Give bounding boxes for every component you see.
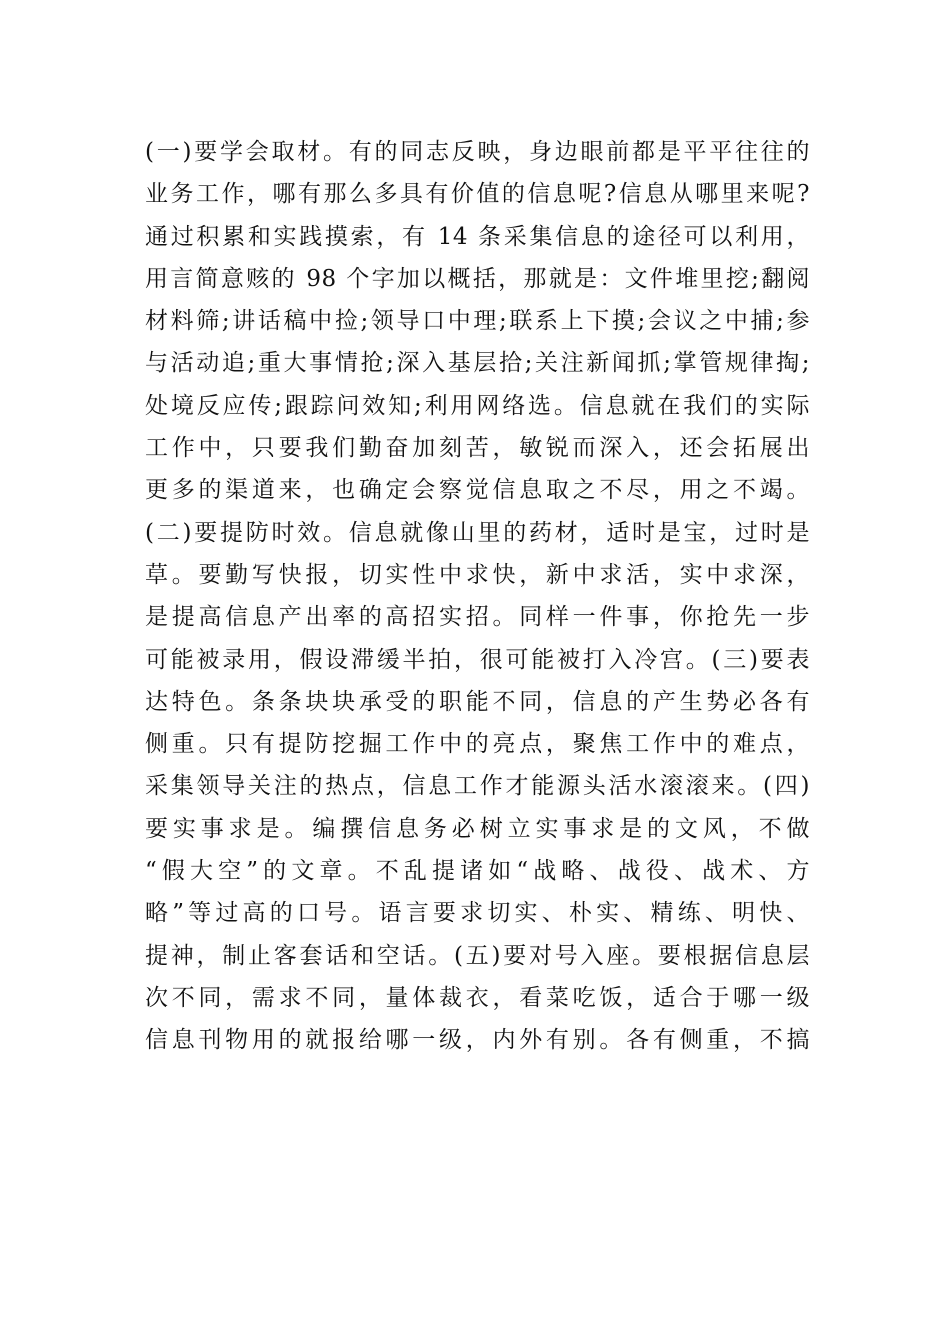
text-line: 达特色。条条块块承受的职能不同，信息的产生势必各有 (145, 688, 810, 715)
text-line: 工作中，只要我们勤奋加刻苦，敏锐而深入，还会拓展出 (145, 435, 810, 462)
body-text (145, 131, 810, 1062)
text-line: 是提高信息产出率的高招实招。同样一件事，你抢先一步 (145, 604, 810, 631)
text-line: 通过积累和实践摸索，有 14 条采集信息的途径可以利用， (145, 223, 810, 250)
text-line: “假大空”的文章。不乱提诸如“战略、战役、战术、方 (145, 858, 810, 885)
text-line: 材料筛;讲话稿中捡;领导口中理;联系上下摸;会议之中捕;参 (145, 308, 810, 335)
text-line: 侧重。只有提防挖掘工作中的亮点，聚焦工作中的难点， (145, 731, 810, 758)
text-line: 可能被录用，假设滞缓半拍，很可能被打入冷宫。(三)要表 (145, 646, 810, 673)
text-line: 提神，制止客套话和空话。(五)要对号入座。要根据信息层 (145, 942, 810, 969)
text-line: (一)要学会取材。有的同志反映，身边眼前都是平平往往的 (145, 139, 810, 165)
text-line: 用言简意赅的 98 个字加以概括，那就是：文件堆里挖;翻阅 (145, 265, 810, 292)
text-line: 采集领导关注的热点，信息工作才能源头活水滚滚来。(四) (145, 773, 810, 800)
text-line: 次不同，需求不同，量体裁衣，看菜吃饭，适合于哪一级 (145, 984, 810, 1011)
text-line: 业务工作，哪有那么多具有价值的信息呢?信息从哪里来呢? (145, 181, 810, 208)
text-line: 略”等过高的口号。语言要求切实、朴实、精练、明快、 (145, 900, 810, 927)
text-line: 要实事求是。编撰信息务必树立实事求是的文风，不做 (145, 815, 810, 842)
text-line: 处境反应传;跟踪问效知;利用网络选。信息就在我们的实际 (145, 392, 810, 419)
text-line: 信息刊物用的就报给哪一级，内外有别。各有侧重，不搞 (145, 1027, 810, 1054)
text-line: 与活动追;重大事情抢;深入基层拾;关注新闻抓;掌管规律掏; (145, 350, 810, 377)
text-line: (二)要提防时效。信息就像山里的药材，适时是宝，过时是 (145, 519, 810, 546)
text-line: 更多的渠道来，也确定会察觉信息取之不尽，用之不竭。 (145, 477, 810, 504)
text-line: 草。要勤写快报，切实性中求快，新中求活，实中求深， (145, 561, 810, 588)
